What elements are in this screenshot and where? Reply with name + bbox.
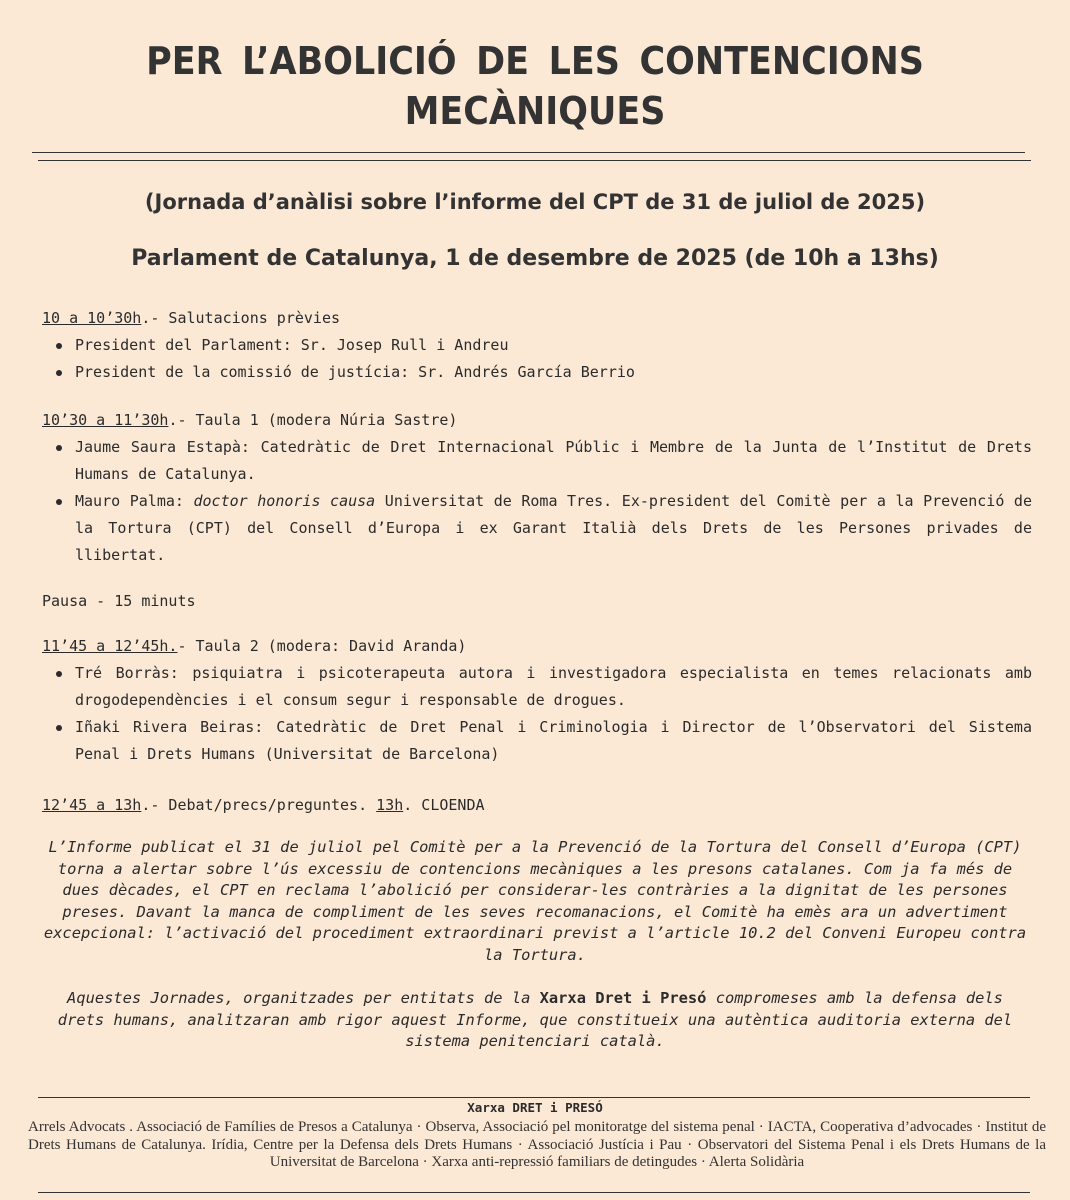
closing-pre: Aquestes Jornades, organitzades per entitats de la bbox=[67, 989, 540, 1007]
block-1-time: 10 a 10’30h bbox=[42, 309, 142, 327]
block-1-desc: .- Salutacions prèvies bbox=[141, 309, 341, 327]
footer-network-title: Xarxa DRET i PRESÓ bbox=[467, 1100, 603, 1115]
block-3-time: 11’45 a 12’45h. bbox=[42, 637, 178, 655]
block-1-item: President del Parlament: Sr. Josep Rull i Andreu bbox=[42, 332, 1032, 359]
block-3-item: Iñaki Rivera Beiras: Catedràtic de Dret Penal i Criminologia i Director de l’Observatori del Sistema Penal i Drets Humans (Universitat de Barcelona) bbox=[42, 714, 1032, 768]
program-block-2 bbox=[42, 407, 1032, 569]
network-name: Xarxa Dret i Presó bbox=[539, 989, 707, 1007]
block-2-item bbox=[42, 488, 1032, 569]
closing-paragraph bbox=[40, 988, 1030, 1053]
block-1-heading bbox=[42, 305, 1032, 332]
page-title-line1: PER L’ABOLICIÓ DE LES CONTENCIONS bbox=[146, 39, 924, 83]
program-block-1 bbox=[42, 305, 1032, 386]
page-title-line2: MECÀNIQUES bbox=[404, 89, 666, 133]
program-block-3 bbox=[42, 633, 1032, 768]
title-divider-top bbox=[32, 152, 1025, 153]
event-venue-date: Parlament de Catalunya, 1 de desembre de 2025 (de 10h a 13hs) bbox=[131, 246, 939, 271]
footer-divider-bottom bbox=[38, 1192, 1030, 1193]
speaker-bio: Universitat de Roma Tres. Ex-president del Comitè per a la Prevenció de la Tortura (CPT) del Consell d’Europa i ex Garant Italià dels Drets de les Persones privades de llibertat. bbox=[75, 492, 1032, 564]
block-2-item: Jaume Saura Estapà: Catedràtic de Dret Internacional Públic i Membre de la Junta de l’Institut de Drets Humans de Catalunya. bbox=[42, 434, 1032, 488]
closing-post: compromeses amb la defensa dels drets humans, analitzaran amb rigor aquest Informe, que constitueix una autèntica auditoria externa del sistema penitenciari català. bbox=[57, 989, 1013, 1050]
block-2-heading bbox=[42, 407, 1032, 434]
block-2-desc: .- Taula 1 (modera Núria Sastre) bbox=[168, 411, 458, 429]
block-1-item: President de la comissió de justícia: Sr. Andrés García Berrio bbox=[42, 359, 1032, 386]
pause-note: Pausa - 15 minuts bbox=[42, 592, 196, 610]
honorary-title: doctor honoris causa bbox=[193, 492, 376, 510]
footer-divider-top bbox=[38, 1097, 1030, 1098]
intro-paragraph: L’Informe publicat el 31 de juliol pel Comitè per a la Prevenció de la Tortura del Consell d’Europa (CPT) torna a alertar sobre l’ús excessiu de contencions mecàniques a les presons catalanes. Com ja fa més de dues dècades, el CPT en reclama l’abolició per considerar-les contràries a la dignitat de les persones preses. Davant la manca de compliment de les seves recomanacions, el Comitè ha emès ara un advertiment excepcional: l’activació del procediment extraordinari previst a l’article 10.2 del Conveni Europeu contra la Tortura. bbox=[43, 838, 1027, 964]
block-4-desc2: . CLOENDA bbox=[403, 796, 485, 814]
program-block-4 bbox=[42, 792, 1032, 819]
block-3-item: Tré Borràs: psiquiatra i psicoterapeuta autora i investigadora especialista en temes relacionats amb drogodependències i el consum segur i responsable de drogues. bbox=[42, 660, 1032, 714]
title-divider-bottom bbox=[38, 160, 1031, 161]
block-4-time: 12’45 a 13h bbox=[42, 796, 142, 814]
block-4-time2: 13h bbox=[376, 796, 404, 814]
event-subtitle: (Jornada d’anàlisi sobre l’informe del CPT de 31 de juliol de 2025) bbox=[144, 190, 926, 214]
block-4-desc: .- Debat/precs/preguntes. bbox=[141, 796, 377, 814]
block-3-heading bbox=[42, 633, 1032, 660]
speaker-name: Mauro Palma: bbox=[75, 492, 194, 510]
block-2-time: 10’30 a 11’30h bbox=[42, 411, 169, 429]
footer-organizations: Arrels Advocats . Associació de Famílies de Presos a Catalunya · Observa, Associació pel monitoratge del sistema penal · IACTA, Cooperativa d’advocades · Institut de Drets Humans de Catalunya. Irídia, Centre per la Defensa dels Drets Humans · Associació Justícia i Pau · Observatori del Sistema Penal i els Drets Humans de la Universitat de Barcelona · Xarxa anti-repressió familiars de detingudes · Alerta Solidària bbox=[28, 1119, 1046, 1170]
page-title bbox=[43, 36, 1027, 136]
block-3-desc: - Taula 2 (modera: David Aranda) bbox=[177, 637, 467, 655]
